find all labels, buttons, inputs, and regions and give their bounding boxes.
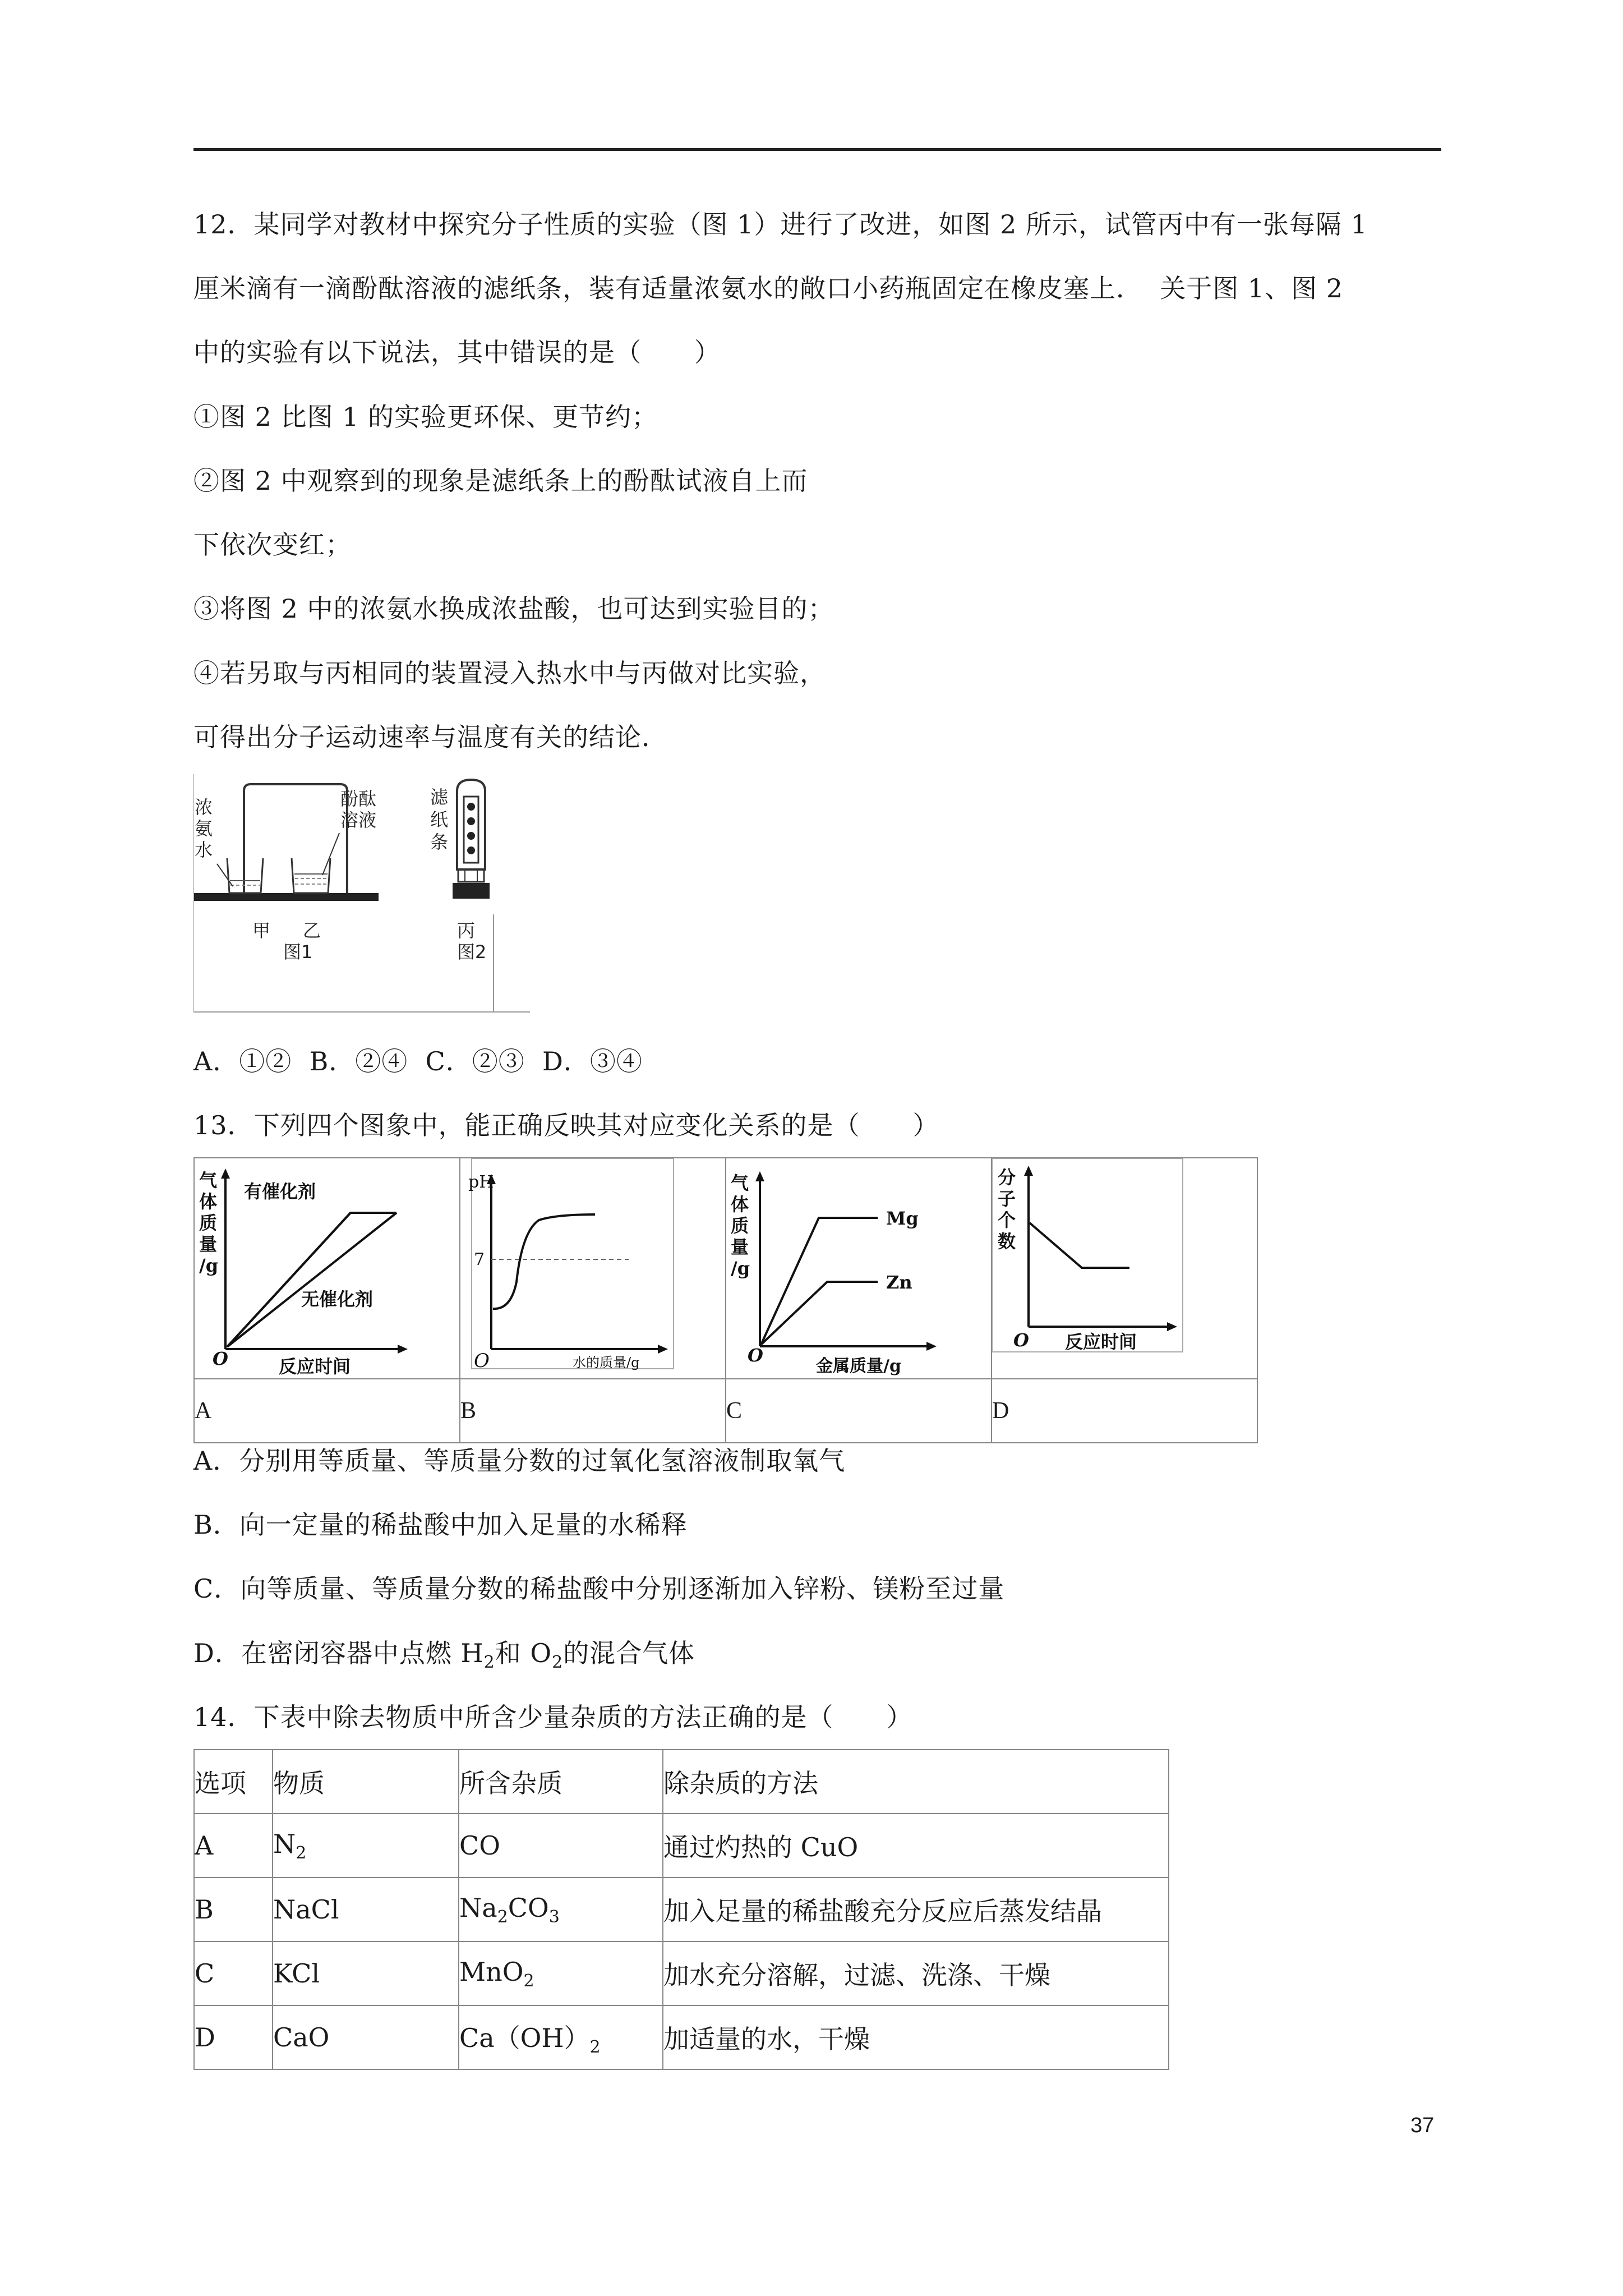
q14-stem: 14．下表中除去物质中所含少量杂质的方法正确的是（ ） (193, 1702, 913, 1732)
row-d-option: D (194, 2005, 273, 2069)
row-a-option: A (194, 1814, 273, 1878)
q13-choice-d: D．在密闭容器中点燃 $H_2$和 $O_2$的混合气体 (193, 1638, 695, 1672)
label-fig1: 图1 (283, 941, 313, 963)
table-header-row (194, 1750, 1169, 1814)
table-row (194, 1814, 1169, 1878)
label-filter-1: 滤 (430, 786, 449, 808)
row-a-method: 通过灼热的 CuO (663, 1814, 1169, 1878)
label-ammonia-3: 水 (195, 839, 213, 861)
header-option: 选项 (194, 1750, 273, 1814)
q12-statement-2: ②图 2 中观察到的现象是滤纸条上的酚酞试液自上而 (193, 466, 808, 496)
graph-d-ylabel-2: 子 (998, 1188, 1016, 1209)
q13-choice-b: B．向一定量的稀盐酸中加入足量的水稀释 (193, 1510, 688, 1540)
row-a-substance: $N_2$ (273, 1814, 459, 1878)
row-c-method: 加水充分溶解，过滤、洗涤、干燥 (663, 1941, 1169, 2005)
row-a-impurity: CO (459, 1814, 663, 1878)
table-row (194, 2005, 1169, 2069)
graph-a-ylabel-1: 气 (199, 1170, 218, 1191)
graph-a (195, 1158, 459, 1376)
label-bing: 丙 (457, 920, 476, 941)
molecule-experiment-diagram (193, 774, 547, 1021)
graph-c (726, 1158, 991, 1376)
graph-a-ylabel-5: /g (199, 1255, 219, 1276)
graph-a-ylabel-4: 量 (199, 1234, 218, 1255)
graph-b-ylabel: pH (468, 1172, 494, 1192)
q13-stem: 13．下列四个图象中，能正确反映其对应变化关系的是（ ） (193, 1110, 939, 1140)
row-d-substance: CaO (273, 2005, 459, 2069)
header-method: 除杂质的方法 (663, 1750, 1169, 1814)
row-d-impurity: $Ca(OH)_2$ (459, 2005, 663, 2069)
row-c-option: C (194, 1941, 273, 2005)
graph-b-origin: O (474, 1350, 490, 1372)
graph-label-d: D (992, 1379, 1257, 1443)
graph-a-lower-label: 无催化剂 (301, 1289, 374, 1310)
q12-options: A．①② B．②④ C．②③ D．③④ (193, 1046, 643, 1076)
label-phenol-1: 酚酞 (340, 788, 377, 809)
q12-statement-1: ①图 2 比图 1 的实验更环保、更节约； (193, 402, 658, 432)
header-impurity: 所含杂质 (459, 1750, 663, 1814)
q12-line-3: 中的实验有以下说法，其中错误的是（ ） (193, 337, 721, 367)
label-filter-2: 纸 (430, 809, 449, 830)
q12-statement-4-cont: 可得出分子运动速率与温度有关的结论． (193, 722, 668, 752)
graph-b-xlabel: 水的质量/g (573, 1355, 640, 1370)
graph-label-c: C (726, 1379, 992, 1443)
graph-c-ylabel-2: 体 (731, 1194, 749, 1215)
graph-c-zn-label: Zn (886, 1272, 912, 1293)
q13-choice-c: C．向等质量、等质量分数的稀盐酸中分别逐渐加入锌粉、镁粉至过量 (193, 1573, 1005, 1604)
graph-b-tick: 7 (474, 1250, 485, 1269)
graph-a-ylabel-3: 质 (199, 1212, 218, 1234)
label-filter-3: 条 (430, 831, 449, 853)
graph-c-ylabel-3: 质 (731, 1215, 749, 1236)
header-substance: 物质 (273, 1750, 459, 1814)
q12-statement-2-cont: 下依次变红； (193, 530, 352, 560)
graph-c-ylabel-1: 气 (731, 1172, 749, 1194)
q12-figure (193, 774, 547, 1021)
graph-d-origin: O (1013, 1329, 1029, 1351)
label-phenol-2: 溶液 (340, 809, 377, 831)
row-c-substance: KCl (273, 1941, 459, 2005)
graph-d-ylabel-1: 分 (998, 1167, 1016, 1188)
q12-line-1: 12．某同学对教材中探究分子性质的实验（图 1）进行了改进，如图 2 所示，试管丙中有一张每隔 1 (193, 209, 1368, 240)
graph-d-ylabel-4: 数 (998, 1231, 1016, 1252)
graph-c-origin: O (748, 1345, 763, 1366)
label-ammonia-2: 氨 (195, 818, 213, 839)
graph-label-a: A (194, 1379, 460, 1443)
q14-table (193, 1749, 1169, 2070)
header-rule (193, 148, 1441, 151)
table-row (194, 1941, 1169, 2005)
row-c-impurity: MnO$_2$ (459, 1941, 663, 2005)
row-b-substance: NaCl (273, 1878, 459, 1941)
label-yi: 乙 (303, 920, 321, 941)
q13-graph-table (193, 1157, 1258, 1443)
page-number: 37 (1410, 2114, 1435, 2137)
graph-b (460, 1158, 725, 1376)
graph-c-ylabel-5: /g (731, 1258, 750, 1279)
row-d-method: 加适量的水，干燥 (663, 2005, 1169, 2069)
graph-cell-a (194, 1158, 460, 1379)
graph-cell-b (460, 1158, 726, 1379)
graph-c-mg-label: Mg (886, 1208, 919, 1229)
graph-d (992, 1158, 1257, 1376)
graph-d-xlabel: 反应时间 (1065, 1331, 1137, 1352)
graph-d-ylabel-3: 个 (998, 1209, 1016, 1231)
graph-c-ylabel-4: 量 (731, 1236, 749, 1258)
q12-statement-3: ③将图 2 中的浓氨水换成浓盐酸，也可达到实验目的； (193, 593, 834, 624)
row-b-impurity: $Na_2CO_3$ (459, 1878, 663, 1941)
graph-cell-d (992, 1158, 1257, 1379)
q12-line-2: 厘米滴有一滴酚酞溶液的滤纸条，装有适量浓氨水的敞口小药瓶固定在橡皮塞上． 关于图 1、图 2 (193, 273, 1344, 303)
graph-c-xlabel: 金属质量/g (816, 1356, 901, 1376)
graph-a-upper-label: 有催化剂 (244, 1181, 316, 1202)
q13-choice-a: A．分别用等质量、等质量分数的过氧化氢溶液制取氧气 (193, 1446, 846, 1476)
graph-label-b: B (460, 1379, 726, 1443)
row-b-option: B (194, 1878, 273, 1941)
table-row (194, 1878, 1169, 1941)
row-b-method: 加入足量的稀盐酸充分反应后蒸发结晶 (663, 1878, 1169, 1941)
label-fig2: 图2 (457, 941, 487, 963)
label-jia: 甲 (252, 920, 271, 941)
graph-a-origin: O (213, 1348, 228, 1369)
graph-cell-c (726, 1158, 992, 1379)
graph-a-ylabel-2: 体 (199, 1191, 218, 1212)
q12-statement-4: ④若另取与丙相同的装置浸入热水中与丙做对比实验， (193, 658, 826, 688)
label-ammonia-1: 浓 (195, 797, 213, 818)
graph-a-xlabel: 反应时间 (279, 1356, 351, 1376)
